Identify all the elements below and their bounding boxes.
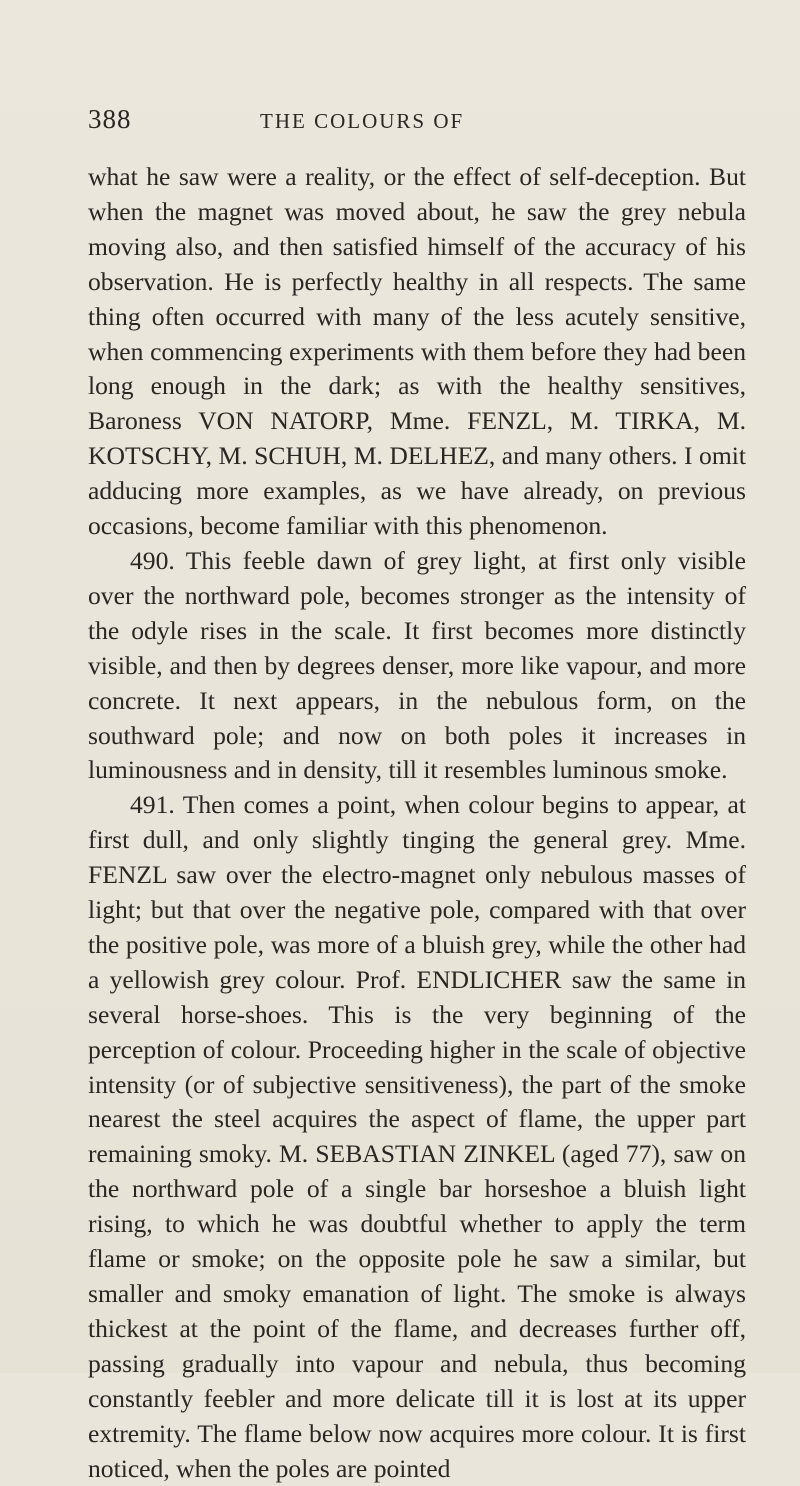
body-text <box>88 160 746 1486</box>
paragraph-490: 490. This feeble dawn of grey light, at first only visible over the northward pole, becomes stronger as the intensity of the odyle rises in the scale. It first becomes more distinctly visible, and then by degrees denser, more like vapour, and more concrete. It next appears, in the nebulous form, on the southward pole; and now on both poles it increases in luminousness and in density, till it resembles luminous smoke. <box>88 545 746 785</box>
page-header <box>0 104 800 144</box>
paragraph-continued: what he saw were a reality, or the effect of self-deception. But when the magnet was moved about, he saw the grey nebula moving also, and then satisfied himself of the accuracy of his observation. He is perfectly healthy in all respects. The same thing often occurred with many of the less acutely sensitive, when commencing experiments with them before they had been long enough in the dark; as with the healthy sensitives, Baroness VON NATORP, Mme. FENZL, M. TIRKA, M. KOTSCHY, M. SCHUH, M. DELHEZ, and many others. I omit adducing more examples, as we have already, on previous occasions, become familiar with this phenomenon. <box>88 162 746 541</box>
page-number: 388 <box>88 104 132 134</box>
paragraph-491: 491. Then comes a point, when colour begins to appear, at first dull, and only slightly tinging the general grey. Mme. FENZL saw over the electro-magnet only nebulous masses of light; but that over the negative pole, compared with that over the positive pole, was more of a bluish grey, while the other had a yellowish grey colour. Prof. ENDLICHER saw the same in several horse-shoes. This is the very beginning of the perception of colour. Proceeding higher in the scale of objective intensity (or of subjective sensitiveness), the part of the smoke nearest the steel acquires the aspect of flame, the upper part remaining smoky. M. SEBASTIAN ZINKEL (aged 77), saw on the northward pole of a single bar horseshoe a bluish light rising, to which he was doubtful whether to apply the term flame or smoke; on the opposite pole he saw a similar, but smaller and smoky emanation of light. The smoke is always thickest at the point of the flame, and decreases further off, passing gradually into vapour and nebula, thus becoming constantly feebler and more delicate till it is lost at its upper extremity. The flame below now acquires more colour. It is first noticed, when the poles are pointed <box>88 790 746 1483</box>
running-head: THE COLOURS OF <box>260 109 465 133</box>
